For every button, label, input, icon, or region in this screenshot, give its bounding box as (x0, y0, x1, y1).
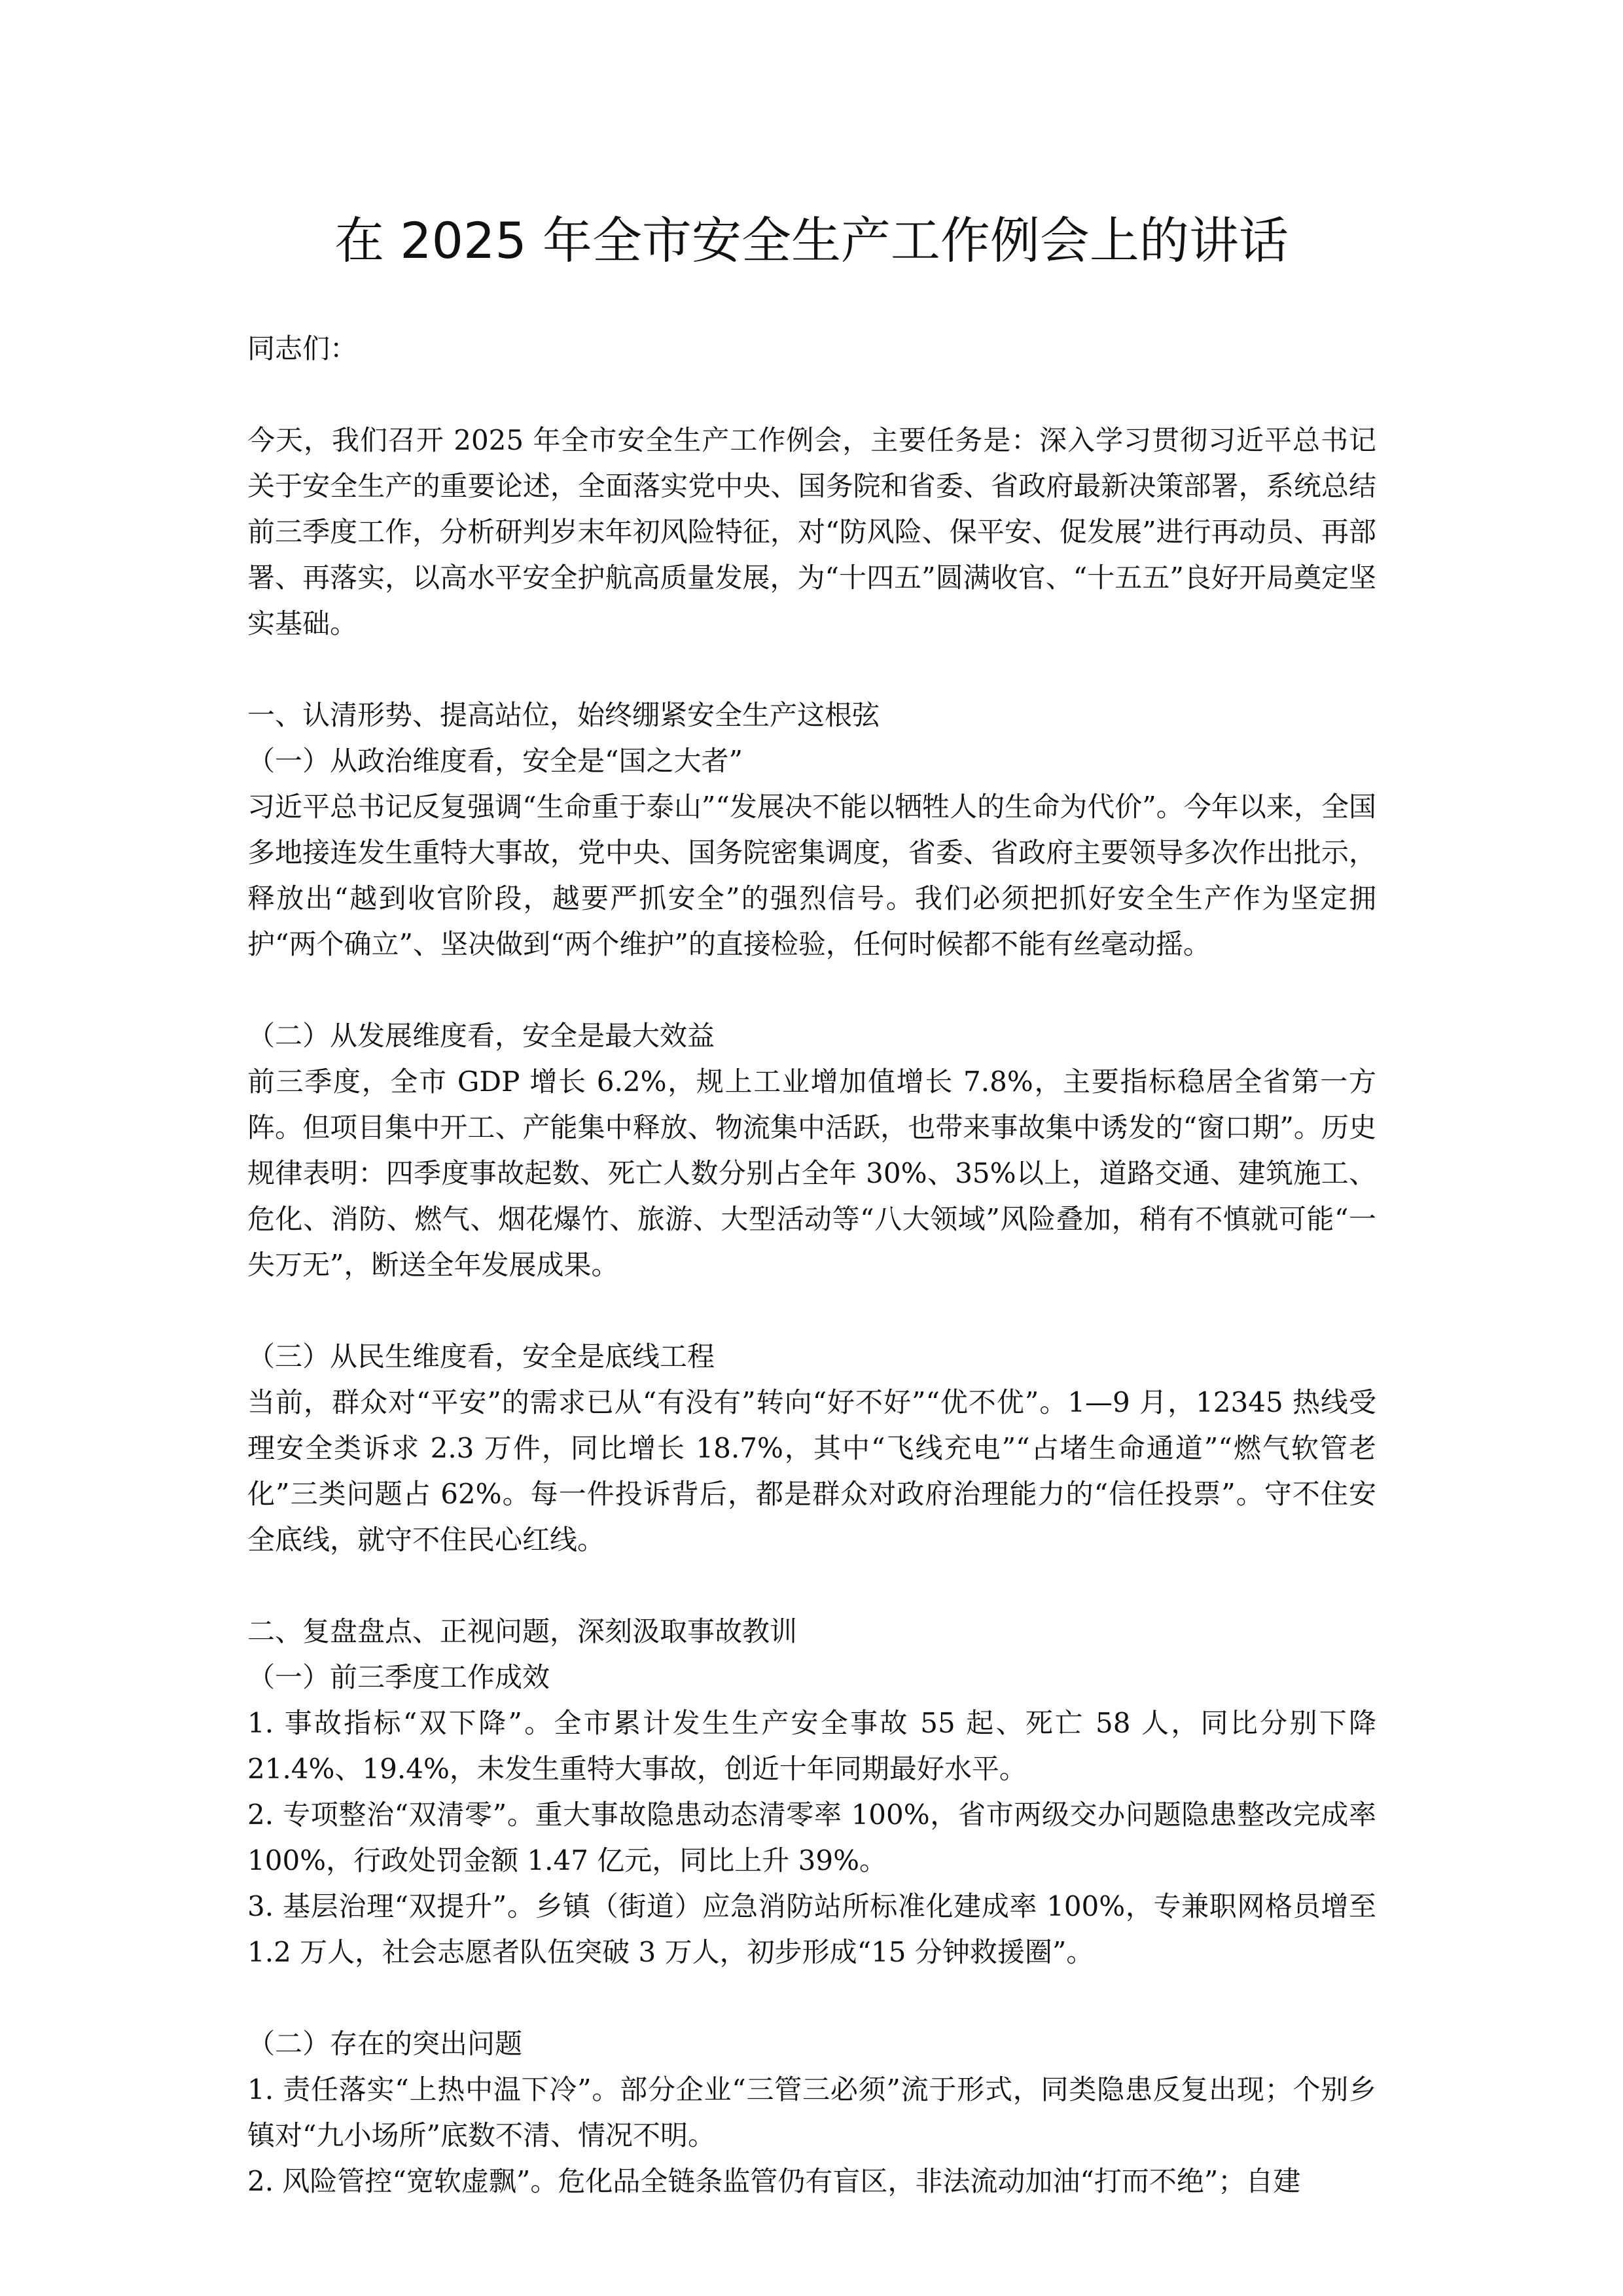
intro-paragraph: 今天，我们召开 2025 年全市安全生产工作例会，主要任务是：深入学习贯彻习近平总书记关于安全生产的重要论述，全面落实党中央、国务院和省委、省政府最新决策部署，系统总结前三季度工作，分析研判岁末年初风险特征，对“防风险、保平安、促发展”进行再动员、再部署、再落实，以高水平安全护航高质量发展，为“十四五”圆满收官、“十五五”良好开局奠定坚实基础。 (247, 424, 1376, 639)
problem-item: 1. 责任落实“上热中温下冷”。部分企业“三管三必须”流于形式，同类隐患反复出现；个别乡镇对“九小场所”底数不清、情况不明。 (247, 2073, 1376, 2151)
section-1-subheading-1: （一）从政治维度看，安全是“国之大者” (247, 745, 743, 777)
achievement-item: 1. 事故指标“双下降”。全市累计发生生产安全事故 55 起、死亡 58 人，同比分别下降 21.4%、19.4%，未发生重特大事故，创近十年同期最好水平。 (247, 1707, 1376, 1785)
salutation: 同志们： (247, 332, 358, 365)
document-body (247, 326, 1376, 2204)
section-2-heading: 二、复盘盘点、正视问题，深刻汲取事故教训 (247, 1615, 798, 1647)
achievement-item: 2. 专项整治“双清零”。重大事故隐患动态清零率 100%，省市两级交办问题隐患整改完成率 100%，行政处罚金额 1.47 亿元，同比上升 39%。 (247, 1799, 1376, 1876)
spacer (247, 1563, 1376, 1609)
spacer (247, 967, 1376, 1013)
spacer (247, 372, 1376, 418)
section-2-subheading-2: （二）存在的突出问题 (247, 2028, 523, 2060)
achievement-item: 3. 基层治理“双提升”。乡镇（街道）应急消防站所标准化建成率 100%，专兼职网格员增至 1.2 万人，社会志愿者队伍突破 3 万人，初步形成“15 分钟救援圈”。 (247, 1890, 1376, 1968)
section-1-subheading-2: （二）从发展维度看，安全是最大效益 (247, 1020, 715, 1052)
section-2-subheading-1: （一）前三季度工作成效 (247, 1661, 550, 1693)
section-1-paragraph-3: 当前，群众对“平安”的需求已从“有没有”转向“好不好”“优不优”。1—9 月，12345 热线受理安全类诉求 2.3 万件，同比增长 18.7%，其中“飞线充电”“占堵生命通道”“燃气软管老化”三类问题占 62%。每一件投诉背后，都是群众对政府治理能力的“信任投票”。守不住安全底线，就守不住民心红线。 (247, 1386, 1376, 1556)
spacer (247, 647, 1376, 692)
spacer (247, 1975, 1376, 2021)
section-1-heading: 一、认清形势、提高站位，始终绷紧安全生产这根弦 (247, 699, 880, 731)
problem-item: 2. 风险管控“宽软虚飘”。危化品全链条监管仍有盲区，非法流动加油“打而不绝”；自建 (247, 2165, 1301, 2197)
section-1-paragraph-2: 前三季度，全市 GDP 增长 6.2%，规上工业增加值增长 7.8%，主要指标稳居全省第一方阵。但项目集中开工、产能集中释放、物流集中活跃，也带来事故集中诱发的“窗口期”。历史规律表明：四季度事故起数、死亡人数分别占全年 30%、35%以上，道路交通、建筑施工、危化、消防、燃气、烟花爆竹、旅游、大型活动等“八大领域”风险叠加，稍有不慎就可能“一失万无”，断送全年发展成果。 (247, 1066, 1376, 1281)
section-1-subheading-3: （三）从民生维度看，安全是底线工程 (247, 1340, 715, 1372)
section-1-paragraph-1: 习近平总书记反复强调“生命重于泰山”“发展决不能以牺牲人的生命为代价”。今年以来，全国多地接连发生重特大事故，党中央、国务院密集调度，省委、省政府主要领导多次作出批示，释放出“越到收官阶段，越要严抓安全”的强烈信号。我们必须把抓好安全生产作为坚定拥护“两个确立”、坚决做到“两个维护”的直接检验，任何时候都不能有丝毫动摇。 (247, 791, 1376, 960)
spacer (247, 1288, 1376, 1334)
document-title: 在 2025 年全市安全生产工作例会上的讲话 (334, 211, 1289, 270)
